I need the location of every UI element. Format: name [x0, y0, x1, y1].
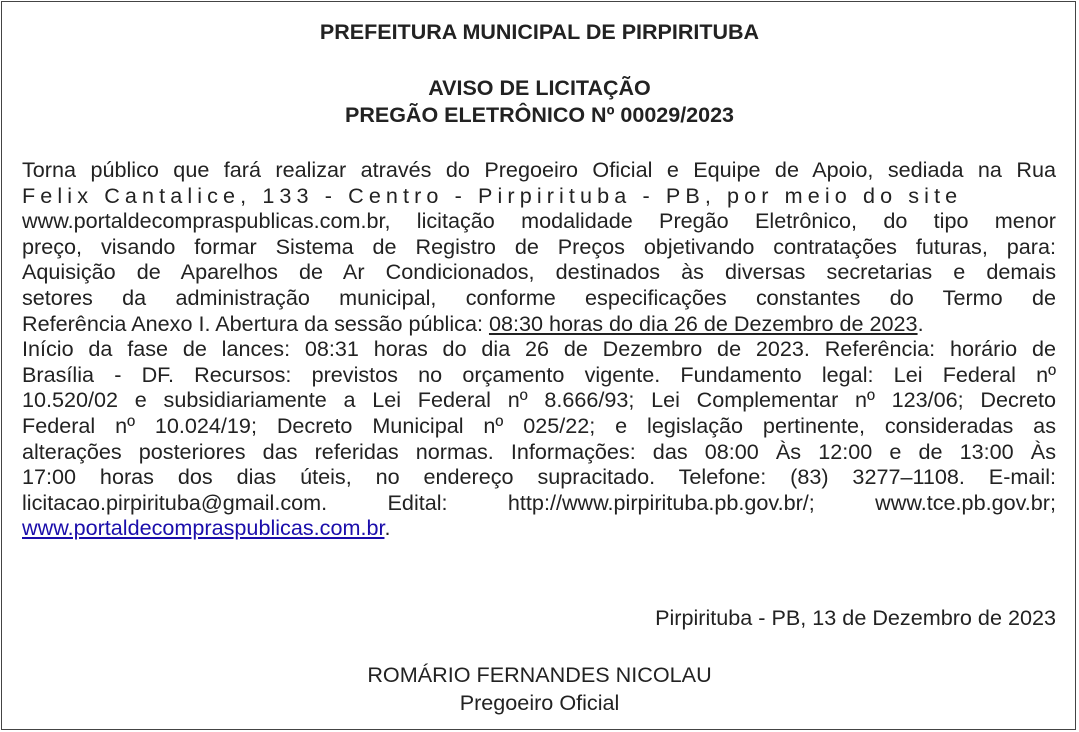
body-line: Início da fase de lances: 08:31 horas do dia 26 de Dezembro de 2023. Referência: horário de: [22, 336, 1056, 362]
body-line: Aquisição de Aparelhos de Ar Condicionados, destinados às diversas secretarias e demais: [22, 259, 1056, 285]
period: .: [917, 310, 924, 336]
body-line: www.portaldecompraspublicas.com.br, licitação modalidade Pregão Eletrônico, do tipo menor: [22, 208, 1056, 234]
session-datetime: 08:30 horas do dia 26 de Dezembro de 2023: [488, 310, 918, 336]
signatory-name: ROMÁRIO FERNANDES NICOLAU: [367, 662, 712, 687]
period: .: [384, 515, 391, 541]
body-line: Torna público que fará realizar através do Pregoeiro Oficial e Equipe de Apoio, sediada na Rua: [22, 157, 1056, 182]
notice-body: [22, 157, 1056, 541]
body-line: Brasília - DF. Recursos: previstos no orçamento vigente. Fundamento legal: Lei Federal nº: [22, 361, 1056, 387]
body-line: alterações posteriores das referidas normas. Informações: das 08:00 Às 12:00 e de 13:00 Às: [22, 438, 1056, 464]
notice-title: AVISO DE LICITAÇÃO: [428, 76, 651, 100]
body-line: setores da administração municipal, conforme especificações constantes do Termo de: [22, 284, 1056, 310]
body-line-link: [22, 515, 1056, 541]
body-line: Felix Cantalice, 133 - Centro - Pirpirituba - PB, por meio do site: [22, 182, 963, 208]
place-date: Pirpirituba - PB, 13 de Dezembro de 2023: [655, 605, 1056, 630]
body-line: 17:00 horas dos dias úteis, no endereço supracitado. Telefone: (83) 3277–1108. E-mail:: [22, 464, 1056, 490]
body-line: licitacao.pirpirituba@gmail.com. Edital: http://www.pirpirituba.pb.gov.br/; www.tce.pb.gov.br;: [22, 489, 1056, 515]
portal-link[interactable]: www.portaldecompraspublicas.com.br: [22, 515, 385, 541]
body-line: preço, visando formar Sistema de Registro de Preços objetivando contratações futuras, para:: [22, 233, 1056, 259]
signatory-role: Pregoeiro Oficial: [459, 690, 620, 715]
body-line: Federal nº 10.024/19; Decreto Municipal nº 025/22; e legislação pertinente, consideradas as: [22, 412, 1056, 438]
notice-subtitle: PREGÃO ELETRÔNICO Nº 00029/2023: [344, 103, 734, 127]
body-line-session: [22, 311, 1056, 337]
organization-heading: PREFEITURA MUNICIPAL DE PIRPIRITUBA: [319, 20, 760, 44]
body-line: 10.520/02 e subsidiariamente a Lei Federal nº 8.666/93; Lei Complementar nº 123/06; Decreto: [22, 387, 1056, 413]
body-line: Referência Anexo I. Abertura da sessão pública:: [22, 310, 483, 336]
